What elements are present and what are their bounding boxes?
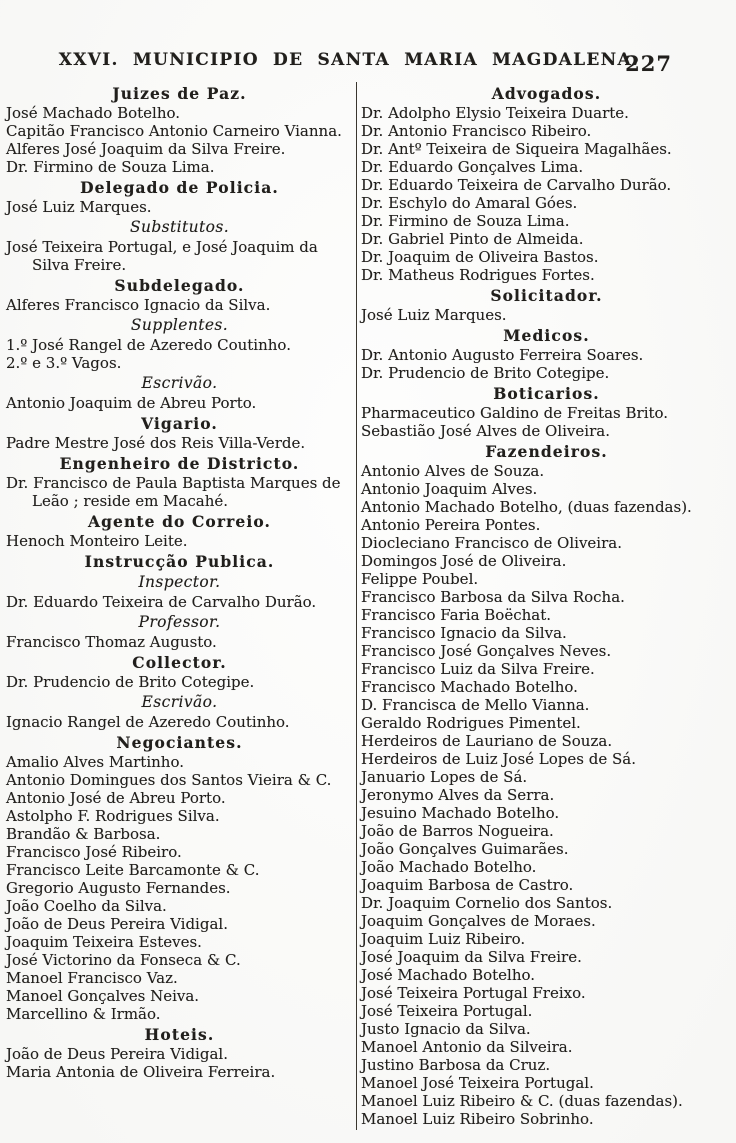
directory-entry: Dr. Francisco de Paula Baptista Marques de Leão ; reside em Macahé. — [6, 474, 341, 510]
directory-entry: Geraldo Rodrigues Pimentel. — [361, 714, 581, 732]
directory-entry: 1.º José Rangel de Azeredo Coutinho. — [6, 336, 291, 354]
directory-entry: Manoel Luiz Ribeiro & C. (duas fazendas). — [361, 1092, 683, 1110]
directory-entry: João de Deus Pereira Vidigal. — [6, 915, 228, 933]
directory-entry: Dr. Prudencio de Brito Cotegipe. — [361, 364, 610, 382]
directory-section — [6, 1025, 353, 1081]
directory-section — [6, 693, 353, 731]
directory-entry: Brandão & Barbosa. — [6, 825, 161, 843]
directory-entry: Joaquim Gonçalves de Moraes. — [361, 912, 596, 930]
directory-entry: Dr. Antonio Augusto Ferreira Soares. — [361, 346, 644, 364]
directory-entry: Astolpho F. Rodrigues Silva. — [6, 807, 220, 825]
directory-entry: Antonio José de Abreu Porto. — [6, 789, 226, 807]
directory-entry: Dr. Antonio Francisco Ribeiro. — [361, 122, 592, 140]
directory-section — [361, 326, 732, 382]
directory-entry: João Coelho da Silva. — [6, 897, 167, 915]
directory-entry: Dr. Firmino de Souza Lima. — [361, 212, 570, 230]
directory-entry: Marcellino & Irmão. — [6, 1005, 161, 1023]
left-column — [6, 82, 356, 1130]
directory-entry: João Gonçalves Guimarães. — [361, 840, 569, 858]
section-heading: Professor. — [138, 613, 221, 631]
directory-entry: Antonio Machado Botelho, (duas fazendas). — [361, 498, 692, 516]
directory-entry: Francisco Machado Botelho. — [361, 678, 578, 696]
directory-entry: Antonio Joaquim de Abreu Porto. — [6, 394, 257, 412]
directory-section — [361, 84, 732, 284]
directory-entry: Joaquim Barbosa de Castro. — [361, 876, 574, 894]
directory-entry: Manoel Luiz Ribeiro Sobrinho. — [361, 1110, 594, 1128]
directory-section — [6, 374, 353, 412]
page-header — [6, 50, 732, 80]
directory-section — [6, 316, 353, 372]
directory-entry: 2.º e 3.º Vagos. — [6, 354, 122, 372]
section-heading: Collector. — [132, 653, 227, 672]
directory-entry: Francisco Thomaz Augusto. — [6, 633, 217, 651]
directory-entry: Dr. Prudencio de Brito Cotegipe. — [6, 673, 255, 691]
directory-entry: Dr. Eduardo Gonçalves Lima. — [361, 158, 584, 176]
directory-section — [6, 552, 353, 571]
directory-section — [6, 276, 353, 314]
directory-entry: Januario Lopes de Sá. — [361, 768, 528, 786]
directory-section — [6, 414, 353, 452]
directory-entry: Justino Barbosa da Cruz. — [361, 1056, 551, 1074]
directory-entry: Dr. Eschylo do Amaral Góes. — [361, 194, 578, 212]
directory-entry: Manoel Gonçalves Neiva. — [6, 987, 200, 1005]
directory-section — [361, 442, 732, 1128]
directory-entry: Dr. Gabriel Pinto de Almeida. — [361, 230, 584, 248]
directory-entry: Manoel Francisco Vaz. — [6, 969, 178, 987]
directory-entry: José Teixeira Portugal. — [361, 1002, 533, 1020]
directory-entry: José Machado Botelho. — [6, 104, 181, 122]
directory-entry: Francisco José Gonçalves Neves. — [361, 642, 612, 660]
directory-entry: Francisco Ignacio da Silva. — [361, 624, 567, 642]
directory-section — [6, 178, 353, 216]
section-heading: Escrivão. — [141, 374, 218, 392]
section-heading: Hoteis. — [144, 1025, 215, 1044]
directory-entry: Herdeiros de Luiz José Lopes de Sá. — [361, 750, 636, 768]
directory-section — [361, 384, 732, 440]
directory-section — [6, 653, 353, 691]
section-heading: Substitutos. — [129, 218, 230, 236]
section-heading: Advogados. — [491, 84, 602, 103]
directory-entry: Diocleciano Francisco de Oliveira. — [361, 534, 622, 552]
directory-entry: Francisco Faria Boëchat. — [361, 606, 552, 624]
directory-entry: Alferes José Joaquim da Silva Freire. — [6, 140, 286, 158]
directory-entry: Sebastião José Alves de Oliveira. — [361, 422, 610, 440]
section-heading: Agente do Correio. — [87, 512, 271, 531]
section-heading: Inspector. — [138, 573, 221, 591]
directory-entry: Dr. Joaquim Cornelio dos Santos. — [361, 894, 613, 912]
section-heading: Supplentes. — [130, 316, 229, 334]
directory-entry: Jeronymo Alves da Serra. — [361, 786, 555, 804]
directory-entry: Manoel José Teixeira Portugal. — [361, 1074, 594, 1092]
directory-entry: José Machado Botelho. — [361, 966, 536, 984]
directory-entry: Dr. Antº Teixeira de Siqueira Magalhães. — [361, 140, 672, 158]
directory-section — [6, 613, 353, 651]
directory-entry: José Teixeira Portugal Freixo. — [361, 984, 586, 1002]
directory-entry: João de Barros Nogueira. — [361, 822, 554, 840]
section-heading: Negociantes. — [116, 733, 243, 752]
directory-entry: Antonio Alves de Souza. — [361, 462, 545, 480]
section-heading: Solicitador. — [490, 286, 603, 305]
page-number: 227 — [625, 51, 672, 76]
directory-entry: Dr. Adolpho Elysio Teixeira Duarte. — [361, 104, 629, 122]
right-column — [356, 82, 732, 1130]
directory-entry: Jesuino Machado Botelho. — [361, 804, 560, 822]
directory-entry: Antonio Domingues dos Santos Vieira & C. — [6, 771, 332, 789]
section-heading: Vigario. — [141, 414, 218, 433]
directory-entry: Francisco Luiz da Silva Freire. — [361, 660, 595, 678]
directory-entry: João de Deus Pereira Vidigal. — [6, 1045, 228, 1063]
directory-entry: Maria Antonia de Oliveira Ferreira. — [6, 1063, 276, 1081]
directory-section — [6, 454, 353, 510]
page-title: XXVI. MUNICIPIO DE SANTA MARIA MAGDALENA. — [58, 50, 640, 70]
directory-entry: Justo Ignacio da Silva. — [361, 1020, 531, 1038]
directory-entry: Francisco Leite Barcamonte & C. — [6, 861, 260, 879]
section-heading: Juizes de Paz. — [112, 84, 247, 103]
directory-entry: Alferes Francisco Ignacio da Silva. — [6, 296, 271, 314]
directory-entry: Dr. Matheus Rodrigues Fortes. — [361, 266, 595, 284]
directory-entry: Dr. Firmino de Souza Lima. — [6, 158, 215, 176]
directory-columns — [6, 82, 732, 1130]
directory-section — [6, 218, 353, 274]
directory-entry: Francisco José Ribeiro. — [6, 843, 182, 861]
directory-entry: Capitão Francisco Antonio Carneiro Vianna. — [6, 122, 342, 140]
section-heading: Instrucção Publica. — [84, 552, 275, 571]
directory-entry: Francisco Barbosa da Silva Rocha. — [361, 588, 625, 606]
directory-section — [361, 286, 732, 324]
section-heading: Medicos. — [503, 326, 590, 345]
directory-entry: Herdeiros de Lauriano de Souza. — [361, 732, 613, 750]
directory-entry: José Luiz Marques. — [6, 198, 152, 216]
section-heading: Boticarios. — [493, 384, 600, 403]
directory-entry: Manoel Antonio da Silveira. — [361, 1038, 573, 1056]
directory-entry: Felippe Poubel. — [361, 570, 479, 588]
directory-entry: Gregorio Augusto Fernandes. — [6, 879, 231, 897]
section-heading: Escrivão. — [141, 693, 218, 711]
section-heading: Delegado de Policia. — [80, 178, 279, 197]
directory-entry: Dr. Eduardo Teixeira de Carvalho Durão. — [6, 593, 317, 611]
directory-entry: Ignacio Rangel de Azeredo Coutinho. — [6, 713, 290, 731]
directory-entry: Domingos José de Oliveira. — [361, 552, 567, 570]
directory-entry: José Teixeira Portugal, e José Joaquim da Silva Freire. — [6, 238, 318, 274]
directory-entry: José Luiz Marques. — [361, 306, 507, 324]
directory-entry: Antonio Pereira Pontes. — [361, 516, 541, 534]
section-heading: Engenheiro de Districto. — [59, 454, 300, 473]
directory-entry: José Victorino da Fonseca & C. — [6, 951, 241, 969]
directory-entry: Pharmaceutico Galdino de Freitas Brito. — [361, 404, 669, 422]
directory-entry: Padre Mestre José dos Reis Villa-Verde. — [6, 434, 306, 452]
directory-entry: Joaquim Teixeira Esteves. — [6, 933, 202, 951]
section-heading: Fazendeiros. — [485, 442, 608, 461]
directory-section — [6, 573, 353, 611]
directory-section — [6, 84, 353, 176]
directory-entry: João Machado Botelho. — [361, 858, 537, 876]
directory-entry: Amalio Alves Martinho. — [6, 753, 184, 771]
directory-entry: Dr. Joaquim de Oliveira Bastos. — [361, 248, 599, 266]
directory-entry: D. Francisca de Mello Vianna. — [361, 696, 590, 714]
directory-entry: Dr. Eduardo Teixeira de Carvalho Durão. — [361, 176, 672, 194]
directory-section — [6, 733, 353, 1023]
directory-section — [6, 512, 353, 550]
directory-entry: José Joaquim da Silva Freire. — [361, 948, 582, 966]
directory-entry: Henoch Monteiro Leite. — [6, 532, 188, 550]
section-heading: Subdelegado. — [114, 276, 245, 295]
directory-entry: Joaquim Luiz Ribeiro. — [361, 930, 526, 948]
directory-entry: Antonio Joaquim Alves. — [361, 480, 538, 498]
